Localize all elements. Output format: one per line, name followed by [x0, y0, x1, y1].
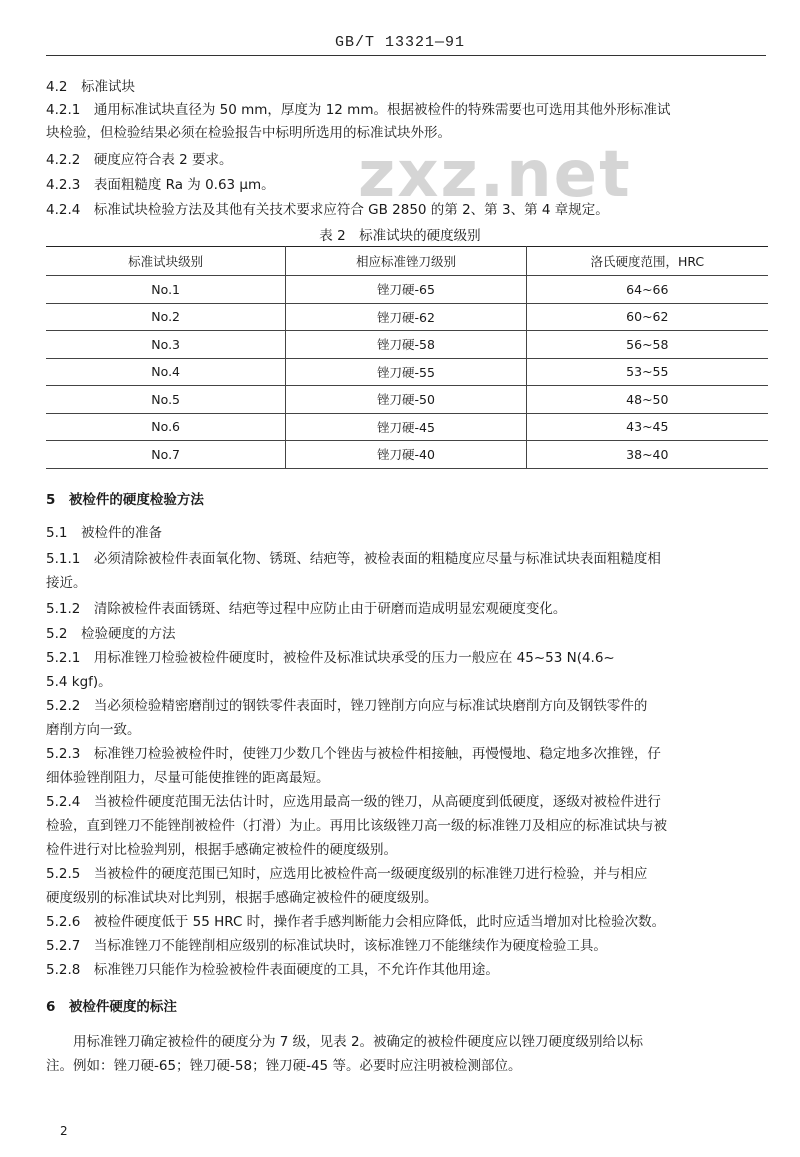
para-5-2-5-line2: 硬度级别的标准试块对比判别，根据手感确定被检件的硬度级别。 [46, 890, 438, 906]
table-header-cell: 相应标准锉刀级别 [286, 247, 526, 276]
table-header-cell: 标准试块级别 [46, 247, 286, 276]
table-cell: 锉刀硬-58 [286, 331, 526, 359]
table-cell: No.2 [46, 303, 286, 331]
table-cell: No.6 [46, 413, 286, 441]
para-5-2-4-line3: 检件进行对比检验判别，根据手感确定被检件的硬度级别。 [46, 842, 397, 858]
para-5-2-6: 5.2.6 被检件硬度低于 55 HRC 时，操作者手感判断能力会相应降低，此时应适当增加对比检验次数。 [46, 914, 666, 930]
page-header-standard-number: GB/T 13321—91 [334, 34, 466, 51]
table-row [46, 331, 768, 359]
table-cell: No.3 [46, 331, 286, 359]
watermark: zxz.net [358, 138, 632, 212]
para-5-2-2-line2: 磨削方向一致。 [46, 722, 141, 738]
table-cell: 64~66 [526, 276, 768, 304]
para-5-1-1-line1: 5.1.1 必须清除被检件表面氧化物、锈斑、结疤等，被检表面的粗糙度应尽量与标准试块表面粗糙度相 [46, 551, 661, 567]
para-5-2-8: 5.2.8 标准锉刀只能作为检验被检件表面硬度的工具，不允许作其他用途。 [46, 962, 499, 978]
table-cell: 56~58 [526, 331, 768, 359]
para-5-2-4-line2: 检验，直到锉刀不能锉削被检件（打滑）为止。再用比该级锉刀高一级的标准锉刀及相应的标准试块与被 [46, 818, 667, 834]
table-2 [46, 246, 768, 469]
table-header-row [46, 247, 768, 276]
para-5-2-1-line2: 5.4 kgf)。 [46, 674, 112, 690]
table-row [46, 386, 768, 414]
table-cell: No.5 [46, 386, 286, 414]
table-cell: 锉刀硬-50 [286, 386, 526, 414]
section-6-heading: 6 被检件硬度的标注 [46, 999, 177, 1015]
table-row [46, 303, 768, 331]
table-cell: 38~40 [526, 441, 768, 469]
table-row [46, 276, 768, 304]
table-cell: 锉刀硬-45 [286, 413, 526, 441]
section-5-heading: 5 被检件的硬度检验方法 [46, 492, 204, 508]
table-2-caption: 表 2 标准试块的硬度级别 [319, 228, 481, 244]
table-row [46, 358, 768, 386]
page-number: 2 [60, 1124, 68, 1138]
table-cell: 锉刀硬-62 [286, 303, 526, 331]
para-6-line2: 注。例如：锉刀硬-65；锉刀硬-58；锉刀硬-45 等。必要时应注明被检测部位。 [46, 1058, 522, 1074]
header-rule [46, 55, 766, 56]
para-5-2-7: 5.2.7 当标准锉刀不能锉削相应级别的标准试块时，该标准锉刀不能继续作为硬度检验工具。 [46, 938, 607, 954]
para-5-1-1-line2: 接近。 [46, 575, 87, 591]
para-4-2-4: 4.2.4 标准试块检验方法及其他有关技术要求应符合 GB 2850 的第 2、第 3、第 4 章规定。 [46, 202, 609, 218]
table-row [46, 441, 768, 469]
section-4-2-heading: 4.2 标准试块 [46, 79, 135, 95]
para-4-2-1-line2: 块检验，但检验结果必须在检验报告中标明所选用的标准试块外形。 [46, 125, 451, 141]
table-cell: 锉刀硬-40 [286, 441, 526, 469]
section-5-2-heading: 5.2 检验硬度的方法 [46, 626, 176, 642]
table-cell: No.7 [46, 441, 286, 469]
table-cell: 锉刀硬-55 [286, 358, 526, 386]
para-5-2-1-line1: 5.2.1 用标准锉刀检验被检件硬度时，被检件及标准试块承受的压力一般应在 45~53 N(4.6~ [46, 650, 615, 666]
para-5-2-3-line2: 细体验锉削阻力，尽量可能使推锉的距离最短。 [46, 770, 330, 786]
table-header-cell: 洛氏硬度范围，HRC [526, 247, 768, 276]
table-cell: 48~50 [526, 386, 768, 414]
para-5-1-2: 5.1.2 清除被检件表面锈斑、结疤等过程中应防止由于研磨而造成明显宏观硬度变化。 [46, 601, 567, 617]
table-cell: 53~55 [526, 358, 768, 386]
table-cell: 43~45 [526, 413, 768, 441]
para-4-2-2: 4.2.2 硬度应符合表 2 要求。 [46, 152, 233, 168]
para-5-2-3-line1: 5.2.3 标准锉刀检验被检件时，使锉刀少数几个锉齿与被检件相接触，再慢慢地、稳定地多次推锉，仔 [46, 746, 661, 762]
para-4-2-1-line1: 4.2.1 通用标准试块直径为 50 mm，厚度为 12 mm。根据被检件的特殊需要也可选用其他外形标准试 [46, 102, 671, 118]
para-5-2-4-line1: 5.2.4 当被检件硬度范围无法估计时，应选用最高一级的锉刀，从高硬度到低硬度，逐级对被检件进行 [46, 794, 661, 810]
table-row [46, 413, 768, 441]
para-6-line1: 用标准锉刀确定被检件的硬度分为 7 级，见表 2。被确定的被检件硬度应以锉刀硬度级别给以标 [46, 1034, 644, 1050]
table-cell: No.1 [46, 276, 286, 304]
table-cell: 60~62 [526, 303, 768, 331]
table-cell: No.4 [46, 358, 286, 386]
para-4-2-3: 4.2.3 表面粗糙度 Ra 为 0.63 μm。 [46, 177, 275, 193]
section-5-1-heading: 5.1 被检件的准备 [46, 525, 162, 541]
table-cell: 锉刀硬-65 [286, 276, 526, 304]
para-5-2-5-line1: 5.2.5 当被检件的硬度范围已知时，应选用比被检件高一级硬度级别的标准锉刀进行检验，并与相应 [46, 866, 648, 882]
para-5-2-2-line1: 5.2.2 当必须检验精密磨削过的钢铁零件表面时，锉刀锉削方向应与标准试块磨削方向及钢铁零件的 [46, 698, 648, 714]
